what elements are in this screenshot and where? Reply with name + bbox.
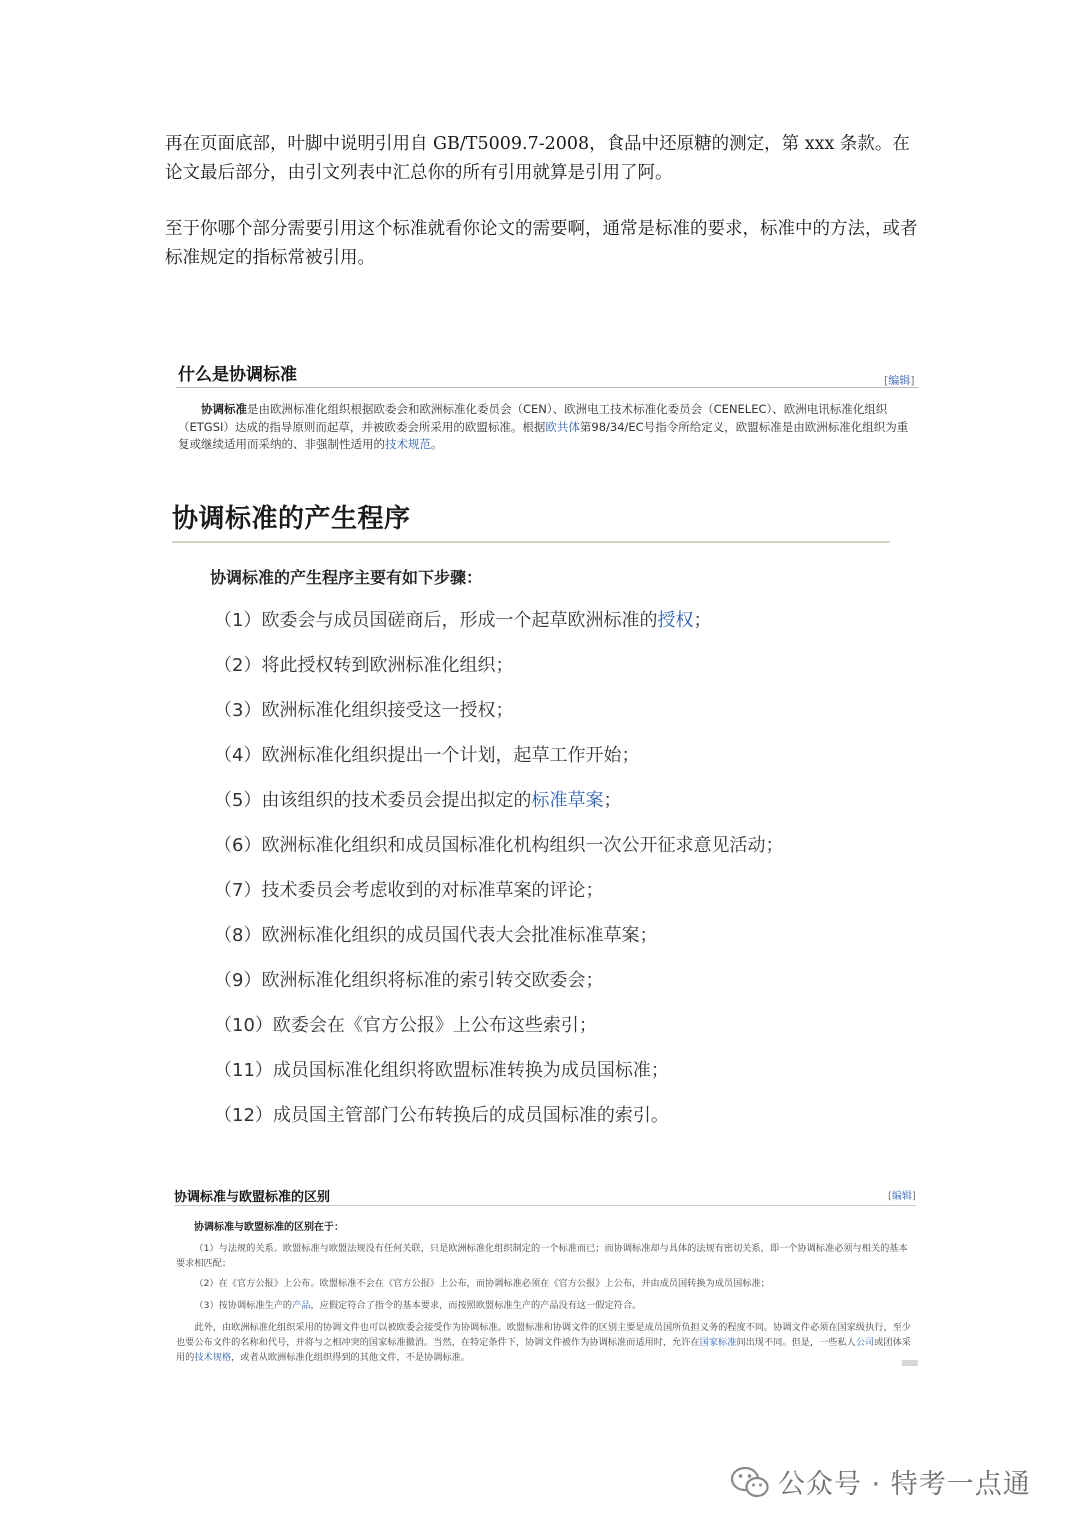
link-shouquan[interactable]: 授权	[657, 610, 694, 631]
scrollbar-fragment	[902, 1360, 918, 1366]
section3-lead: 协调标准与欧盟标准的区别在于：	[194, 1222, 344, 1233]
section3-paragraph-1: （1）与法规的关系。欧盟标准与欧盟法规没有任何关联，只是欧洲标准化组织制定的一个标准而已；而协调标准却与具体的法规有密切关系，即一个协调标准必须与相关的基本要求相匹配；	[176, 1243, 908, 1269]
step-item-6: （6）欧洲标准化组织和成员国标准化机构组织一次公开征求意见活动；	[214, 835, 784, 856]
link-ouguoti[interactable]: 欧共体	[545, 419, 580, 434]
watermark	[730, 1462, 1031, 1501]
section3-title: 协调标准与欧盟标准的区别	[174, 1190, 331, 1205]
section3-edit-link[interactable]: [编辑]	[888, 1191, 916, 1202]
step-item-11: （11）成员国标准化组织将欧盟标准转换为成员国标准；	[214, 1060, 669, 1081]
step-item-10: （10）欧委会在《官方公报》上公布这些索引；	[214, 1015, 597, 1036]
section3-paragraph-3: （3）按协调标准生产的产品，应假定符合了指令的基本要求，而按照欧盟标准生产的产品没有这一假定符合。	[194, 1300, 642, 1311]
link-gongsi[interactable]: 公司	[855, 1337, 875, 1348]
section3-edit-label[interactable]: 编辑	[891, 1191, 912, 1202]
step-item-9: （9）欧洲标准化组织将标准的索引转交欧委会；	[214, 970, 604, 991]
section1-term: 协调标准	[201, 402, 247, 416]
step-item-7: （7）技术委员会考虑收到的对标准草案的评论；	[214, 880, 604, 901]
section3-paragraph-2: （2）在《官方公报》上公布。欧盟标准不会在《官方公报》上公布，而协调标准必须在《官方公报》上公布，并由成员国转换为成员国标准；	[194, 1278, 770, 1289]
section1-edit-label[interactable]: 编辑	[888, 374, 911, 387]
section1-title: 什么是协调标准	[178, 365, 297, 385]
intro-text-1: 再在页面底部，叶脚中说明引用自 GB/T5009.7-2008，食品中还原糖的测定，第 xxx 条款。在论文最后部分，由引文列表中汇总你的所有引用就算是引用了阿。	[165, 134, 910, 183]
section2-title: 协调标准的产生程序	[172, 504, 411, 534]
section1-divider	[176, 387, 918, 388]
link-biaozhuncaoan[interactable]: 标准草案	[531, 790, 604, 811]
step-item-5: （5）由该组织的技术委员会提出拟定的标准草案；	[214, 790, 622, 811]
link-jishuguige[interactable]: 技术规格	[194, 1352, 232, 1363]
intro-paragraph-2	[165, 215, 925, 273]
section1-edit-link[interactable]: [编辑]	[884, 374, 915, 387]
step-item-8: （8）欧洲标准化组织的成员国代表大会批准标准草案；	[214, 925, 658, 946]
step-item-1: （1）欧委会与成员国磋商后，形成一个起草欧洲标准的授权；	[214, 610, 712, 631]
section2-lead: 协调标准的产生程序主要有如下步骤：	[210, 568, 483, 587]
section3-divider	[174, 1205, 916, 1206]
link-guojiabiaozhun[interactable]: 国家标准	[699, 1337, 737, 1348]
wechat-icon	[730, 1465, 770, 1499]
step-item-2: （2）将此授权转到欧洲标准化组织；	[214, 655, 514, 676]
step-item-3: （3）欧洲标准化组织接受这一授权；	[214, 700, 514, 721]
procedure-steps-list	[214, 606, 783, 1146]
section1-body: 协调标准是由欧洲标准化组织根据欧委会和欧洲标准化委员会（CEN）、欧洲电工技术标准化委员会（CENELEC）、欧洲电讯标准化组织（ETGSI）达成的指导原则而起草，并被欧委会所采用的欧盟标准。根据欧共体第98/34/EC号指令所给定义，欧盟标准是由欧洲标准化组织为重复或继续适用而采纳的、非强制性适用的技术规范。	[178, 402, 909, 451]
section3-paragraph-4: 此外，由欧洲标准化组织采用的协调文件也可以被欧委会接受作为协调标准。欧盟标准和协调文件的区别主要是成员国所负担义务的程度不同。协调文件必须在国家级执行，至少也要公布文件的名称和代号，并将与之相冲突的国家标准撤消。当然，在特定条件下，协调文件被作为协调标准而适用时，允许在国家标准间出现不同。但是，一些私人公司或团体采用的技术规格，或者从欧洲标准化组织得到的其他文件，不是协调标准。	[176, 1322, 912, 1363]
step-item-4: （4）欧洲标准化组织提出一个计划，起草工作开始；	[214, 745, 640, 766]
link-jishuguifan[interactable]: 技术规范	[385, 437, 431, 451]
section2-divider	[172, 541, 890, 543]
step-item-12: （12）成员国主管部门公布转换后的成员国标准的索引。	[214, 1105, 669, 1126]
intro-text-2: 至于你哪个部分需要引用这个标准就看你论文的需要啊，通常是标准的要求，标准中的方法，或者标准规定的指标常被引用。	[165, 219, 918, 268]
watermark-text: 公众号 · 特考一点通	[778, 1469, 1031, 1500]
link-chanpin[interactable]: 产品	[292, 1300, 311, 1311]
intro-paragraph-1	[165, 130, 925, 188]
